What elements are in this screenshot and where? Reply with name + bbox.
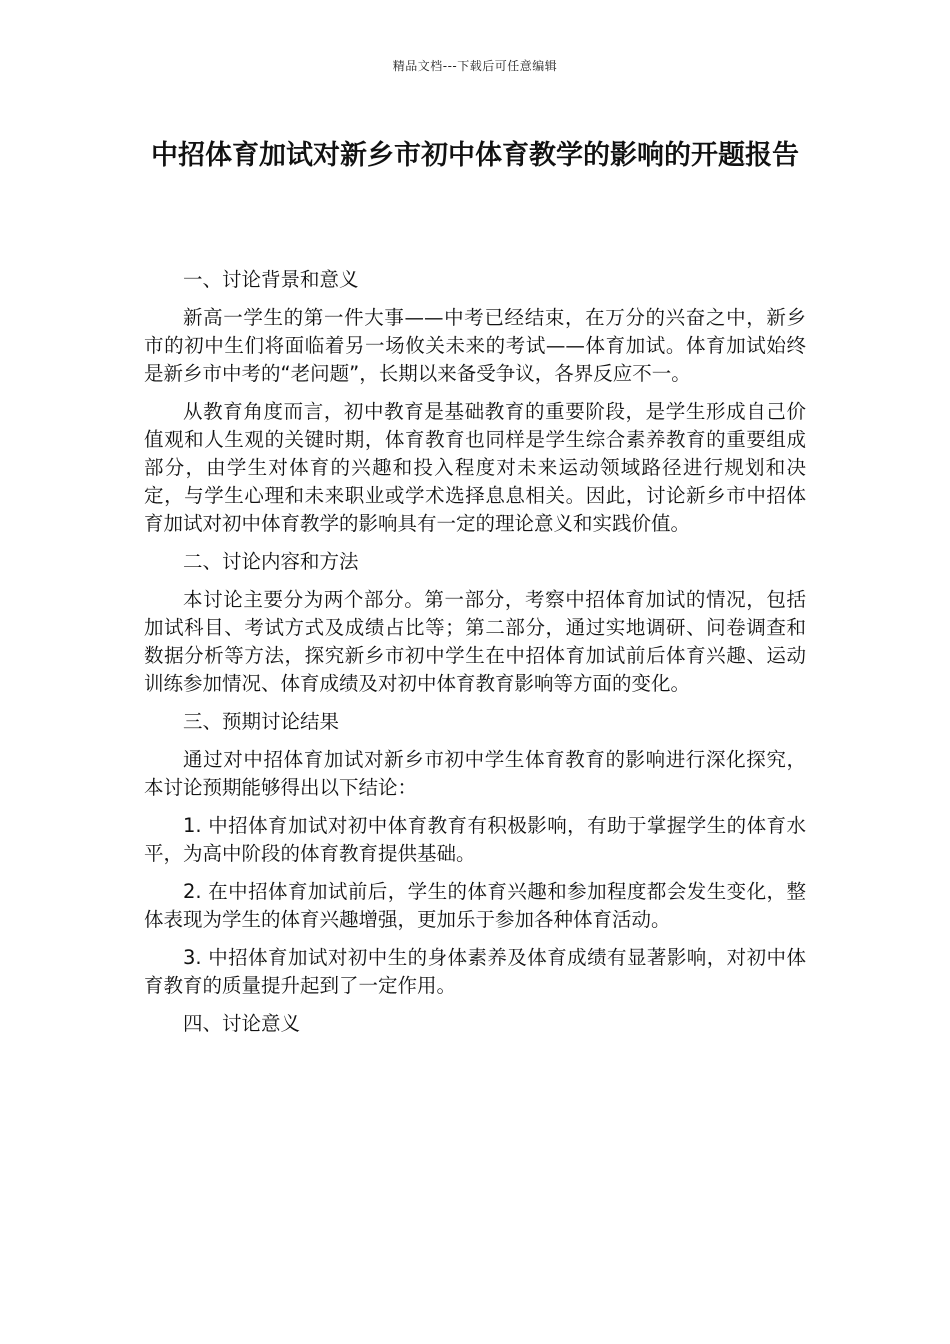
paragraph: 通过对中招体育加试对新乡市初中学生体育教育的影响进行深化探究，本讨论预期能够得出以下结论： [144, 748, 806, 799]
section-heading-background: 一、讨论背景和意义 [183, 268, 359, 291]
list-item: 3. 中招体育加试对初中生的身体素养及体育成绩有显著影响，对初中体育教育的质量提升起到了一定作用。 [144, 946, 806, 997]
document-body [144, 266, 806, 1048]
list-item: 2. 在中招体育加试前后，学生的体育兴趣和参加程度都会发生变化，整体表现为学生的体育兴趣增强，更加乐于参加各种体育活动。 [144, 880, 806, 931]
paragraph: 从教育角度而言，初中教育是基础教育的重要阶段，是学生形成自己价值观和人生观的关键时期，体育教育也同样是学生综合素养教育的重要组成部分，由学生对体育的兴趣和投入程度对未来运动领域路径进行规划和决定，与学生心理和未来职业或学术选择息息相关。因此，讨论新乡市中招体育加试对初中体育教学的影响具有一定的理论意义和实践价值。 [144, 400, 806, 535]
paragraph: 本讨论主要分为两个部分。第一部分，考察中招体育加试的情况，包括加试科目、考试方式及成绩占比等；第二部分，通过实地调研、问卷调查和数据分析等方法，探究新乡市初中学生在中招体育加试前后体育兴趣、运动训练参加情况、体育成绩及对初中体育教育影响等方面的变化。 [144, 588, 806, 695]
section-heading-content-method: 二、讨论内容和方法 [183, 550, 359, 573]
section-heading-expected-results: 三、预期讨论结果 [183, 710, 340, 733]
list-item: 1. 中招体育加试对初中体育教育有积极影响，有助于掌握学生的体育水平，为高中阶段的体育教育提供基础。 [144, 814, 806, 865]
section-heading-significance: 四、讨论意义 [183, 1012, 301, 1035]
paragraph: 新高一学生的第一件大事——中考已经结束，在万分的兴奋之中，新乡市的初中生们将面临着另一场攸关未来的考试——体育加试。体育加试始终是新乡市中考的“老问题”，长期以来备受争议，各界反应不一。 [144, 306, 806, 385]
document-title: 中招体育加试对新乡市初中体育教学的影响的开题报告 [151, 140, 799, 171]
page-header: 精品文档---下载后可任意编辑 [392, 59, 558, 73]
